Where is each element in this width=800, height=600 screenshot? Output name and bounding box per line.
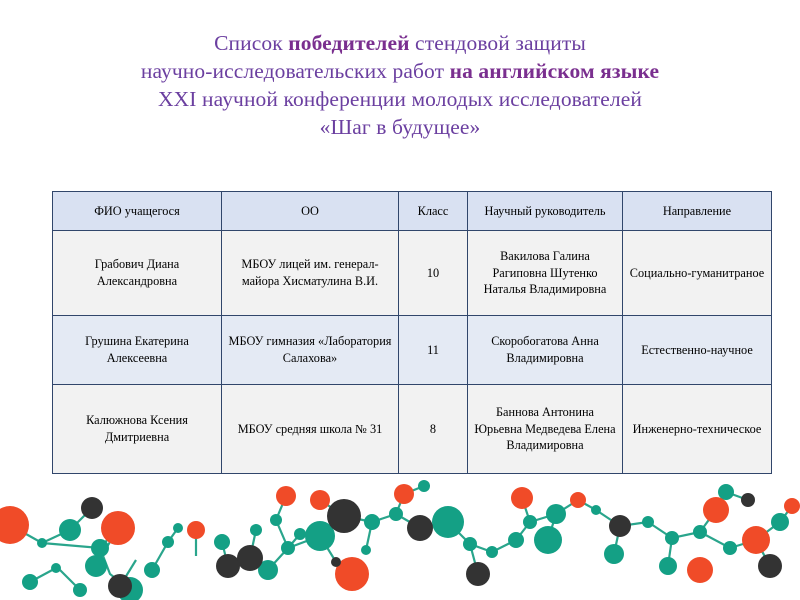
- column-header-class: Класс: [399, 192, 468, 231]
- column-header-supervisor: Научный руководитель: [468, 192, 623, 231]
- title-line-4: «Шаг в будущее»: [319, 114, 481, 139]
- cell-supervisor: Баннова Антонина Юрьевна Медведева Елена Владимировна: [468, 385, 623, 474]
- winners-table: [52, 191, 772, 474]
- molecule-network-graphic: [0, 470, 800, 600]
- title-line-3: XXI научной конференции молодых исследователей: [158, 86, 642, 111]
- title-line-1: [0, 30, 800, 58]
- column-header-direction: Направление: [623, 192, 772, 231]
- title-segment: научно-исследовательских работ: [140, 58, 450, 83]
- cell-oo: МБОУ гимназия «Лаборатория Салахова»: [222, 316, 399, 385]
- cell-class: 10: [399, 231, 468, 316]
- cell-oo: МБОУ лицей им. генерал-майора Хисматулина В.И.: [222, 231, 399, 316]
- title-segment-bold: на английском языке: [449, 58, 660, 83]
- cell-direction: Естественно-научное: [623, 316, 772, 385]
- title-segment-bold: победителей: [288, 31, 410, 55]
- column-header-fio: ФИО учащегося: [53, 192, 222, 231]
- table-header-row: [53, 192, 772, 231]
- cell-fio: Грабович Диана Александровна: [53, 231, 222, 316]
- title-segment: Список: [214, 31, 289, 55]
- title-segment: стендовой защиты: [409, 31, 586, 55]
- column-header-oo: ОО: [222, 192, 399, 231]
- table-row: [53, 385, 772, 474]
- table-row: [53, 316, 772, 385]
- cell-class: 11: [399, 316, 468, 385]
- cell-fio: Грушина Екатерина Алексеевна: [53, 316, 222, 385]
- page-title: [0, 30, 800, 142]
- cell-class: 8: [399, 385, 468, 474]
- cell-supervisor: Скоробогатова Анна Владимировна: [468, 316, 623, 385]
- title-line-2: [0, 58, 800, 86]
- cell-direction: Инженерно-техническое: [623, 385, 772, 474]
- cell-direction: Социально-гуманитраное: [623, 231, 772, 316]
- cell-supervisor: Вакилова Галина Рагиповна Шутенко Наталья Владимировна: [468, 231, 623, 316]
- cell-fio: Калюжнова Ксения Дмитриевна: [53, 385, 222, 474]
- cell-oo: МБОУ средняя школа № 31: [222, 385, 399, 474]
- table-row: [53, 231, 772, 316]
